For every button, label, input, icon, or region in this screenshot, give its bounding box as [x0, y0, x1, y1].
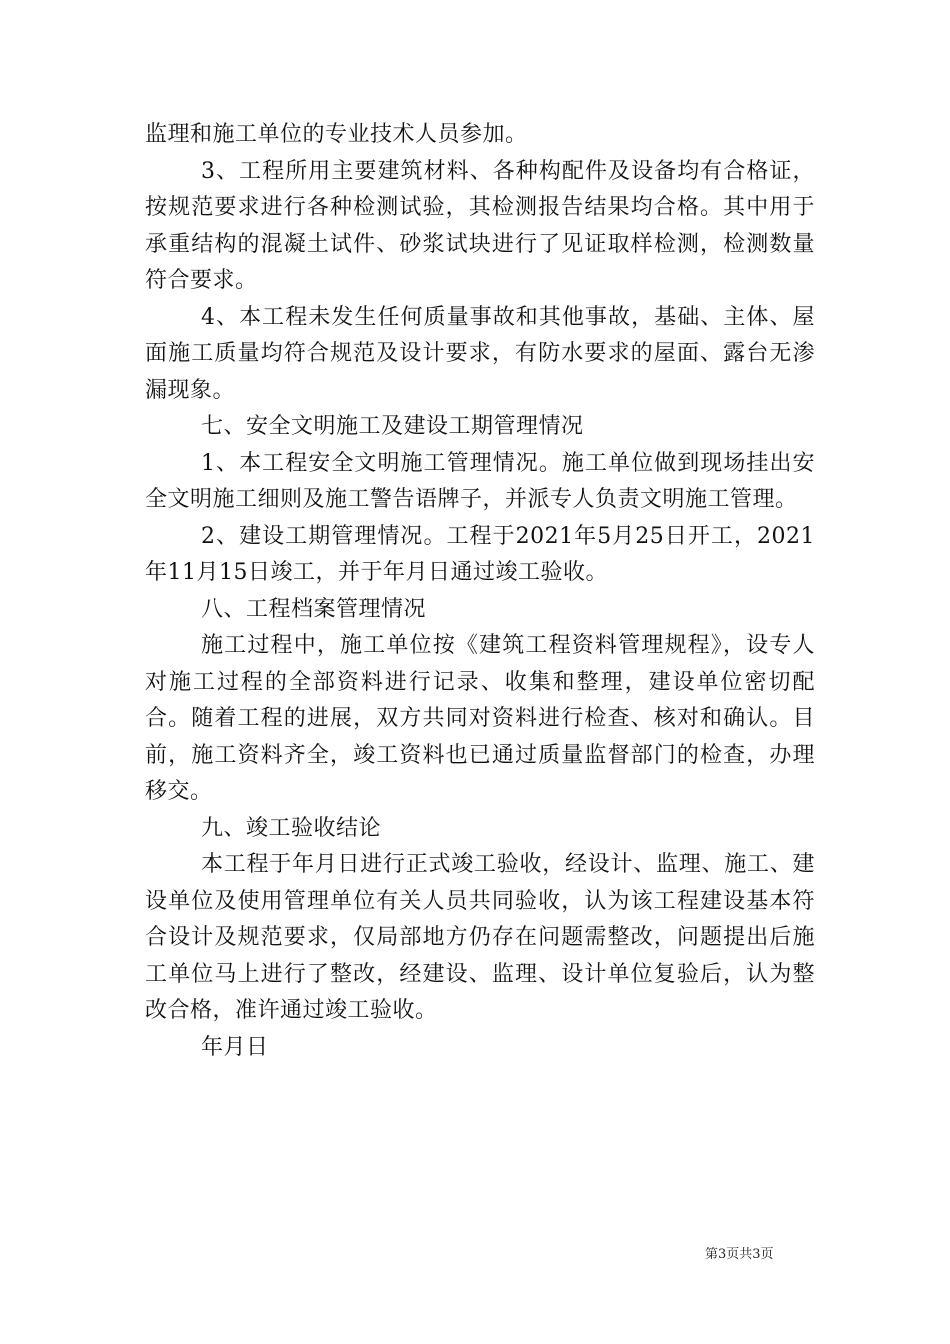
section-heading-8: 八、工程档案管理情况: [201, 596, 427, 622]
page-number-footer: 第3页共3页: [705, 1247, 774, 1262]
document-body: [145, 117, 815, 1066]
date-line: 年月日: [201, 1034, 269, 1060]
paragraph-continuation: 监理和施工单位的专业技术人员参加。: [145, 122, 528, 147]
paragraph-item-1-safety: 1、本工程安全文明施工管理情况。施工单位做到现场挂出安全文明施工细则及施工警告语牌子，并派专人负责文明施工管理。: [145, 450, 815, 512]
paragraph-item-4-quality: 4、本工程未发生任何质量事故和其他事故，基础、主体、屋面施工质量均符合规范及设计要求，有防水要求的屋面、露台无渗漏现象。: [145, 304, 815, 403]
section-heading-9: 九、竣工验收结论: [201, 815, 382, 841]
paragraph-conclusion: 本工程于年月日进行正式竣工验收，经设计、监理、施工、建设单位及使用管理单位有关人员共同验收，认为该工程建设基本符合设计及规范要求，仅局部地方仍存在问题需整改，问题提出后施工单位马上进行了整改，经建设、监理、设计单位复验后，认为整改合格，准许通过竣工验收。: [145, 852, 815, 1023]
paragraph-item-3-materials: 3、工程所用主要建筑材料、各种构配件及设备均有合格证，按规范要求进行各种检测试验，其检测报告结果均合格。其中用于承重结构的混凝土试件、砂浆试块进行了见证取样检测，检测数量符合要求。: [145, 158, 815, 293]
paragraph-item-2-schedule: 2、建设工期管理情况。工程于2021年5月25日开工，2021年11月15日竣工，并于年月日通过竣工验收。: [145, 523, 815, 585]
section-heading-7: 七、安全文明施工及建设工期管理情况: [201, 414, 584, 439]
paragraph-archives: 施工过程中，施工单位按《建筑工程资料管理规程》，设专人对施工过程的全部资料进行记录、收集和整理，建设单位密切配合。随着工程的进展，双方共同对资料进行检查、核对和确认。目前，施工资料齐全，竣工资料也已通过质量监督部门的检查，办理移交。: [145, 633, 815, 804]
